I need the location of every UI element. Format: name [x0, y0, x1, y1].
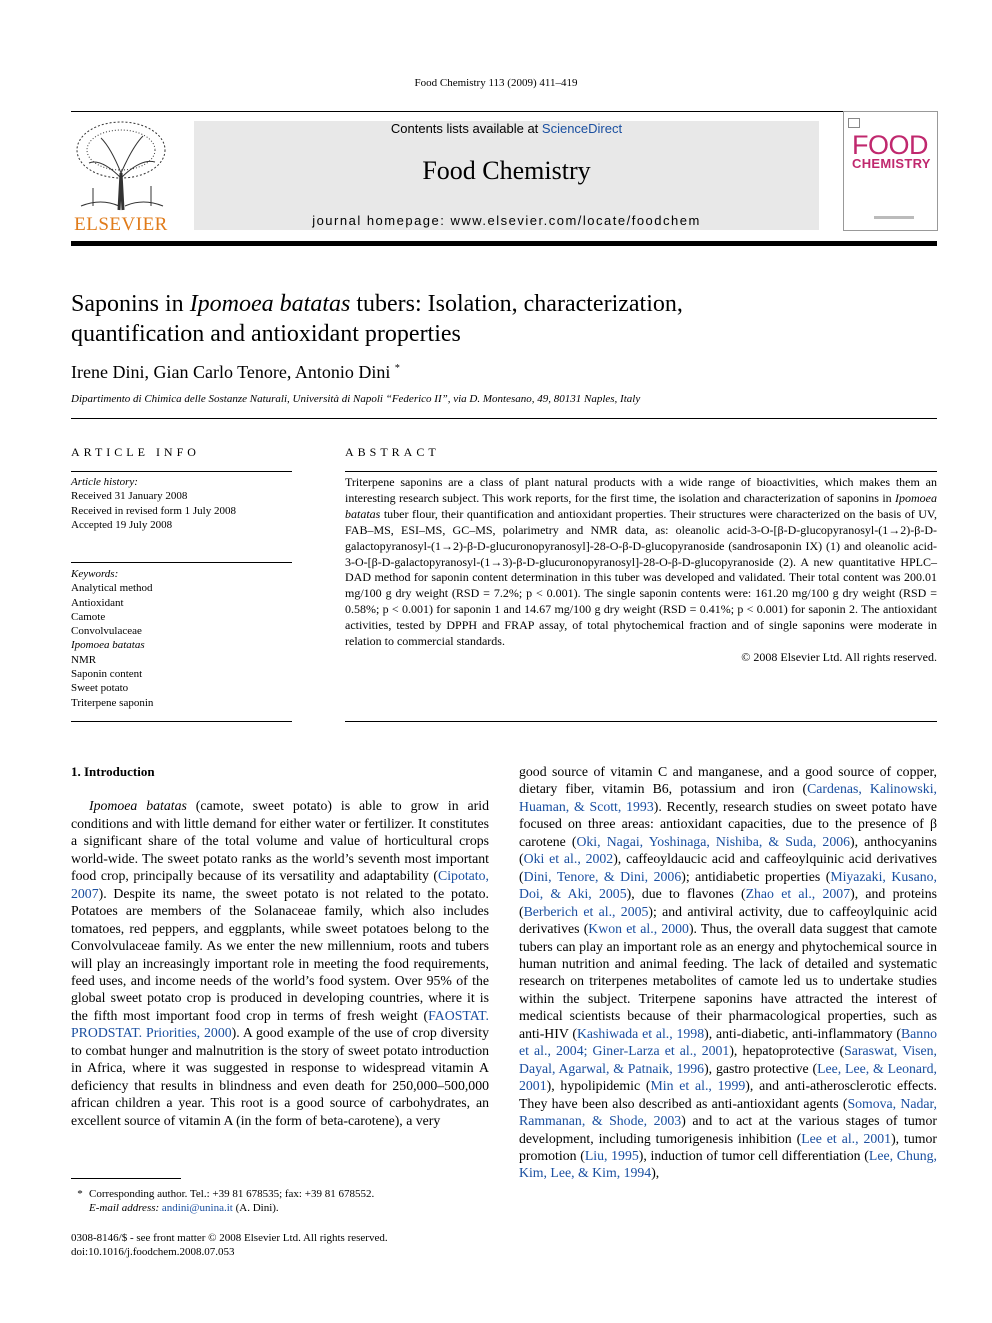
footnote-rule	[71, 1178, 181, 1179]
history-item: Received 31 January 2008	[71, 490, 188, 503]
citation-link[interactable]: Dini, Tenore, & Dini, 2006	[523, 868, 682, 884]
citation-link[interactable]: Lee et al., 2001	[801, 1130, 892, 1146]
citation-link[interactable]: Lee, Chung, Kim, Lee, & Kim, 1994	[519, 1147, 938, 1181]
authors-text: Irene Dini, Gian Carlo Tenore, Antonio Dini	[71, 362, 391, 382]
title-part: Saponins in	[71, 291, 190, 317]
email-suffix: (A. Dini).	[232, 1202, 279, 1214]
cover-title-chemistry: CHEMISTRY	[852, 156, 931, 171]
corresponding-author: Corresponding author. Tel.: +39 81 678535; fax: +39 81 678552.	[89, 1188, 375, 1200]
keyword: NMR	[71, 653, 97, 666]
text: good source of vitamin C and manganese, and a good source of copper, dietary fiber, vitamin B6, potassium and iron (	[519, 764, 937, 797]
citation-link[interactable]: Kashiwada et al., 1998	[576, 1025, 705, 1041]
text: ); and antiviral activity, due to caffeoylquinic acid derivatives (	[519, 903, 937, 937]
text: ) and to act at the various stages of tumor development, including tumorigenesis inhibition (	[519, 1113, 937, 1146]
author-list	[71, 362, 400, 383]
body-paragraph	[519, 763, 937, 1182]
text: ). A good example of the use of crop diversity to combat hunger and malnutrition is the story of sweet potato introduction in Africa, where it was suggested in response to widespread vitamin A deficiency that results in blindness and even death for 250,000–500,000 african children a year. This root is a good source of carbohydrates, an excellent source of vitamin A (in the form of beta-carotene), a very	[71, 1025, 489, 1128]
email-label: E-mail address:	[89, 1202, 160, 1214]
keywords-rule	[71, 562, 292, 563]
text: ); antidiabetic properties (	[681, 868, 831, 884]
journal-homepage: journal homepage: www.elsevier.com/locate/foodchem	[312, 213, 701, 228]
cover-title-food: FOOD	[852, 130, 928, 160]
text: ), gastro protective (	[704, 1060, 818, 1076]
text: ), due to flavones (	[626, 886, 746, 902]
text: ). Thus, the overall data suggest that camote tubers can play an important role as an energy and phytochemical source in human nutrition and animal feeding. The lack of detailed and systematic research on triterpenes metabolites of camote led us to undertake studies within the subject. Triterpene saponins have attracted the interest of medical scientists because of their pharmacological properties, such as anti-HIV (	[519, 921, 937, 1041]
abstract-text: tuber flour, their quantification and antioxidant properties. Their structures were characterized on the basis of UV, FAB–MS, ESI–MS, GC–MS, polarimetry and NMR data, as: oleanolic acid-3-O-[β-D-glucopyranosyl-(1→2)-β-D-galactopyranosyl-(1→2)-β-D-glucuronopyranosyl]-28-O-β-D-glucopyranoside (sandrosaponin IX) (1) and oleanolic acid-3-O-[β-D-galactopyranosyl-(1→3)-β-D-glucuronopyranosyl]-28-O-β-D-glucopyranoside (2). A new quantitative HPLC–DAD method for saponin content determination in this tuber was developed and validated. Their total content was 200.01 mg/100 g dry weight (RSD = 7.2%; p < 0.001). The single saponin contents were: 161.20 mg/100 g dry weight (RSD = 0.58%; p < 0.001) for saponin 1 and 14.67 mg/100 g dry weight (RSD = 0.41%; p < 0.001) for saponin 2. The antioxidant activities, tested by DPPH and FRAP assay, of total phytochemical fraction and of single saponins were moderate in relation to commercial standards.	[345, 506, 937, 649]
history-label: Article history:	[71, 476, 138, 488]
citation-link[interactable]: FAOSTAT. PRODSTAT. Priorities, 2000	[71, 1007, 489, 1041]
text: ), anthocyanins (	[519, 833, 937, 867]
citation-link[interactable]: Kwon et al., 2000	[588, 921, 689, 937]
keyword: Sweet potato	[71, 682, 129, 695]
keyword: Analytical method	[71, 582, 153, 595]
text: ), induction of tumor cell differentiation (	[638, 1147, 869, 1163]
citation-link[interactable]: Oki, Nagai, Yoshinaga, Nishiba, & Suda, 2006	[576, 833, 851, 849]
issn-line: 0308-8146/$ - see front matter © 2008 Elsevier Ltd. All rights reserved.	[71, 1232, 388, 1244]
elsevier-logo	[71, 118, 171, 233]
text: ), tumor promotion (	[519, 1130, 938, 1163]
history-item: Accepted 19 July 2008	[71, 518, 173, 531]
journal-name: Food Chemistry	[422, 156, 591, 185]
citation-link[interactable]: Min et al., 1999	[650, 1078, 746, 1094]
keyword-list	[71, 567, 292, 710]
tree-icon	[71, 118, 171, 214]
keyword: Triterpene saponin	[71, 696, 154, 709]
email-link[interactable]: andini@unina.it	[161, 1202, 233, 1214]
citation-link[interactable]: Saraswat, Visen, Dayal, Agarwal, & Patnaik, 1996	[519, 1043, 937, 1076]
journal-cover	[843, 111, 938, 231]
citation-link[interactable]: Berberich et al., 2005	[523, 903, 649, 919]
text: ), hypolipidemic (	[546, 1078, 651, 1094]
article-info-heading: ARTICLE INFO	[71, 445, 200, 459]
title-line2: quantification and antioxidant properties	[71, 321, 461, 347]
text: ). Despite its name, the sweet potato is not related to the potato. Potatoes are members of the Solanaceae family, which also includes tomatoes, red peppers, and eggplants, while sweet potatoes belong to the Convolvulaceae family. As we enter the new millennium, roots and tubers will play an increasingly important role in meeting the food requirements, feed uses, and income needs of the world’s food system. Over 95% of the global sweet potato crop is produced in developing countries, where it is the fifth most important food crop in terms of fresh weight (	[71, 885, 489, 1023]
citation-link[interactable]: Liu, 1995	[584, 1147, 639, 1163]
abstract-heading: ABSTRACT	[345, 445, 440, 459]
species-italic: Ipomoea batatas	[89, 798, 187, 814]
abstract-body	[345, 475, 937, 666]
citation-link[interactable]: Somova, Nadar, Rammanan, & Shode, 2003	[519, 1095, 937, 1129]
text: ), anti-diabetic, anti-inflammatory (	[704, 1025, 901, 1041]
cover-publisher-mark	[874, 216, 914, 219]
affiliation: Dipartimento di Chimica delle Sostanze Naturali, Università di Napoli “Federico II”, via D. Montesano, 49, 80131 Naples, Italy	[71, 393, 641, 405]
keyword: Ipomoea batatas	[71, 639, 145, 652]
citation-link[interactable]: Zhao et al., 2007	[745, 886, 851, 902]
publisher-mini-icon	[848, 118, 860, 128]
body-left-column	[71, 763, 489, 1129]
text: ). Recently, research studies on sweet potato have focused on three areas: antioxidant capacities, due to the presence of β carotene (	[519, 798, 937, 849]
affiliation-rule	[71, 418, 937, 419]
body-paragraph	[71, 797, 489, 1129]
citation-link[interactable]: Lee, Lee, & Leonard, 2001	[519, 1060, 937, 1094]
abstract-bottom-rule	[345, 721, 937, 722]
contents-prefix: Contents lists available at	[390, 121, 542, 136]
title-italic: Ipomoea batatas	[189, 291, 351, 317]
journal-reference: Food Chemistry 113 (2009) 411–419	[414, 77, 578, 89]
keyword: Convolvulaceae	[71, 625, 142, 638]
keyword: Saponin content	[71, 668, 143, 681]
abstract-copyright: © 2008 Elsevier Ltd. All rights reserved.	[741, 649, 937, 664]
article-title	[71, 289, 937, 349]
keyword: Antioxidant	[71, 596, 124, 609]
footnote	[71, 1187, 489, 1215]
citation-link[interactable]: Oki et al., 2002	[523, 851, 614, 867]
abstract-rule	[345, 471, 937, 472]
text: ),	[651, 1165, 660, 1181]
title-part: tubers: Isolation, characterization,	[350, 291, 683, 317]
body-right-column	[519, 763, 937, 1182]
footnote-mark: *	[77, 1188, 83, 1200]
header-bottom-rule	[71, 241, 937, 246]
doi-line: doi:10.1016/j.foodchem.2008.07.053	[71, 1246, 235, 1258]
text: (camote, sweet potato) is able to grow in arid conditions and with little demand for either water or fertilizer. It constitutes a significant share of the total volume and value of horticultural crops world-wide. The sweet potato ranks as the world’s seventh most important food crop, principally because of its versatility and adaptability (	[71, 798, 489, 884]
sciencedirect-link[interactable]: ScienceDirect	[541, 121, 623, 136]
citation-link[interactable]: Miyazaki, Kusano, Doi, & Aki, 2005	[519, 868, 937, 902]
info-rule	[71, 471, 292, 472]
abstract-text: Triterpene saponins are a class of plant natural products with a wide range of bioactivities, which makes them an interesting research subject. This work reports, for the first time, the isolation and characterization of saponins in	[345, 475, 937, 505]
text: ), hepatoprotective (	[729, 1043, 845, 1059]
keyword: Camote	[71, 610, 106, 623]
keywords-label: Keywords:	[71, 568, 119, 580]
publication-info	[71, 1231, 571, 1259]
elsevier-wordmark: ELSEVIER	[74, 214, 168, 235]
contents-line	[194, 121, 819, 136]
corresponding-mark[interactable]: *	[394, 363, 400, 374]
info-bottom-rule	[71, 721, 292, 722]
text: ), caffeoyldaucic acid and caffeoylquinic acid derivatives (	[519, 851, 937, 884]
citation-link[interactable]: Banno et al., 2004; Giner-Larza et al., 2001	[519, 1025, 937, 1059]
header-top-rule	[71, 111, 937, 112]
text: ), and anti-atherosclerotic effects. They have been also described as anti-antioxidant agents (	[519, 1078, 937, 1111]
citation-link[interactable]: Cardenas, Kalinowski, Huaman, & Scott, 1993	[519, 781, 937, 814]
text: ), and proteins (	[519, 886, 938, 919]
history-item: Received in revised form 1 July 2008	[71, 504, 236, 517]
article-history	[71, 475, 292, 532]
citation-link[interactable]: Cipotato, 2007	[71, 868, 489, 901]
abstract-italic: Ipomoea batatas	[345, 490, 937, 521]
section-heading: 1. Introduction	[71, 764, 155, 779]
